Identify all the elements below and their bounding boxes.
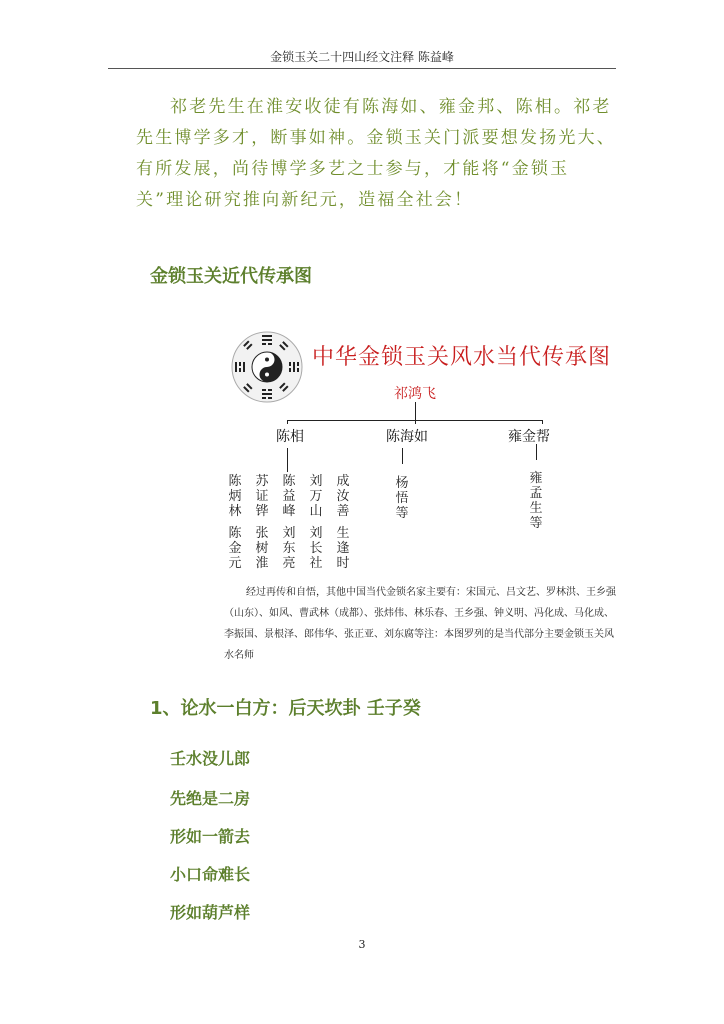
student-name: 雍孟生等 xyxy=(529,471,543,531)
section-heading-lineage: 金锁玉关近代传承图 xyxy=(150,266,312,287)
branch-yong-jinbang: 雍金帮 xyxy=(508,429,550,445)
intro-paragraph xyxy=(136,92,616,216)
student-name: 刘长社 xyxy=(309,526,323,571)
branch-connector xyxy=(402,448,403,464)
student-name: 刘东亮 xyxy=(282,526,296,571)
lineage-root: 祁鸿飞 xyxy=(394,386,436,402)
student-name: 张树淮 xyxy=(255,526,269,571)
branch-connector xyxy=(536,444,537,460)
figure-title: 中华金锁玉关风水当代传承图 xyxy=(312,345,612,370)
header-rule xyxy=(108,68,616,69)
student-name: 成汝善 xyxy=(336,474,350,519)
taiji-bagua-icon xyxy=(230,330,304,404)
poem-line: 先绝是二房 xyxy=(170,789,251,808)
poem-line: 小口命难长 xyxy=(170,865,251,884)
branch-chen-xiang: 陈相 xyxy=(276,429,304,445)
figure-note xyxy=(224,582,620,666)
student-name: 陈益峰 xyxy=(282,474,296,519)
student-name: 陈金元 xyxy=(228,526,242,571)
branch-chen-hairu: 陈海如 xyxy=(386,429,428,445)
root-connector xyxy=(415,402,416,420)
branch-tick xyxy=(542,420,543,424)
figure-note-text: 经过再传和自悟，其他中国当代金锁名家主要有：宋国元、吕文艺、罗林洪、王乡强（山东）、如风、曹武林（成都）、张炜伟、林乐春、王乡强、钟义明、冯化成、马化成、李振国、景根泽、郎伟华、张正亚、刘东腐等注：本图罗列的是当代部分主要金锁玉关风水名师 xyxy=(224,587,616,661)
intro-text: 祁老先生在淮安收徒有陈海如、雍金邦、陈相。祁老先生博学多才，断事如神。金锁玉关门派要想发扬光大、有所发展，尚待博学多艺之士参与，才能将“金锁玉关”理论研究推向新纪元，造福全社会！ xyxy=(136,97,616,210)
branch-connector xyxy=(287,448,288,472)
student-name: 生逢时 xyxy=(336,526,350,571)
page-number: 3 xyxy=(358,938,366,951)
lineage-figure xyxy=(224,326,628,661)
running-header: 金锁玉关二十四山经文注释 陈益峰 xyxy=(270,50,454,64)
student-name: 苏证铧 xyxy=(255,474,269,519)
student-name: 刘万山 xyxy=(309,474,323,519)
branch-tick xyxy=(287,420,288,424)
section-heading-water: 1、论水一白方：后天坎卦 壬子癸 xyxy=(150,698,421,719)
poem-line: 壬水没儿郎 xyxy=(170,749,251,768)
poem-line: 形如葫芦样 xyxy=(170,903,251,922)
student-name: 陈炳林 xyxy=(228,474,242,519)
poem-line: 形如一箭去 xyxy=(170,827,251,846)
student-name: 杨悟等 xyxy=(395,476,409,521)
branch-tick xyxy=(415,420,416,424)
